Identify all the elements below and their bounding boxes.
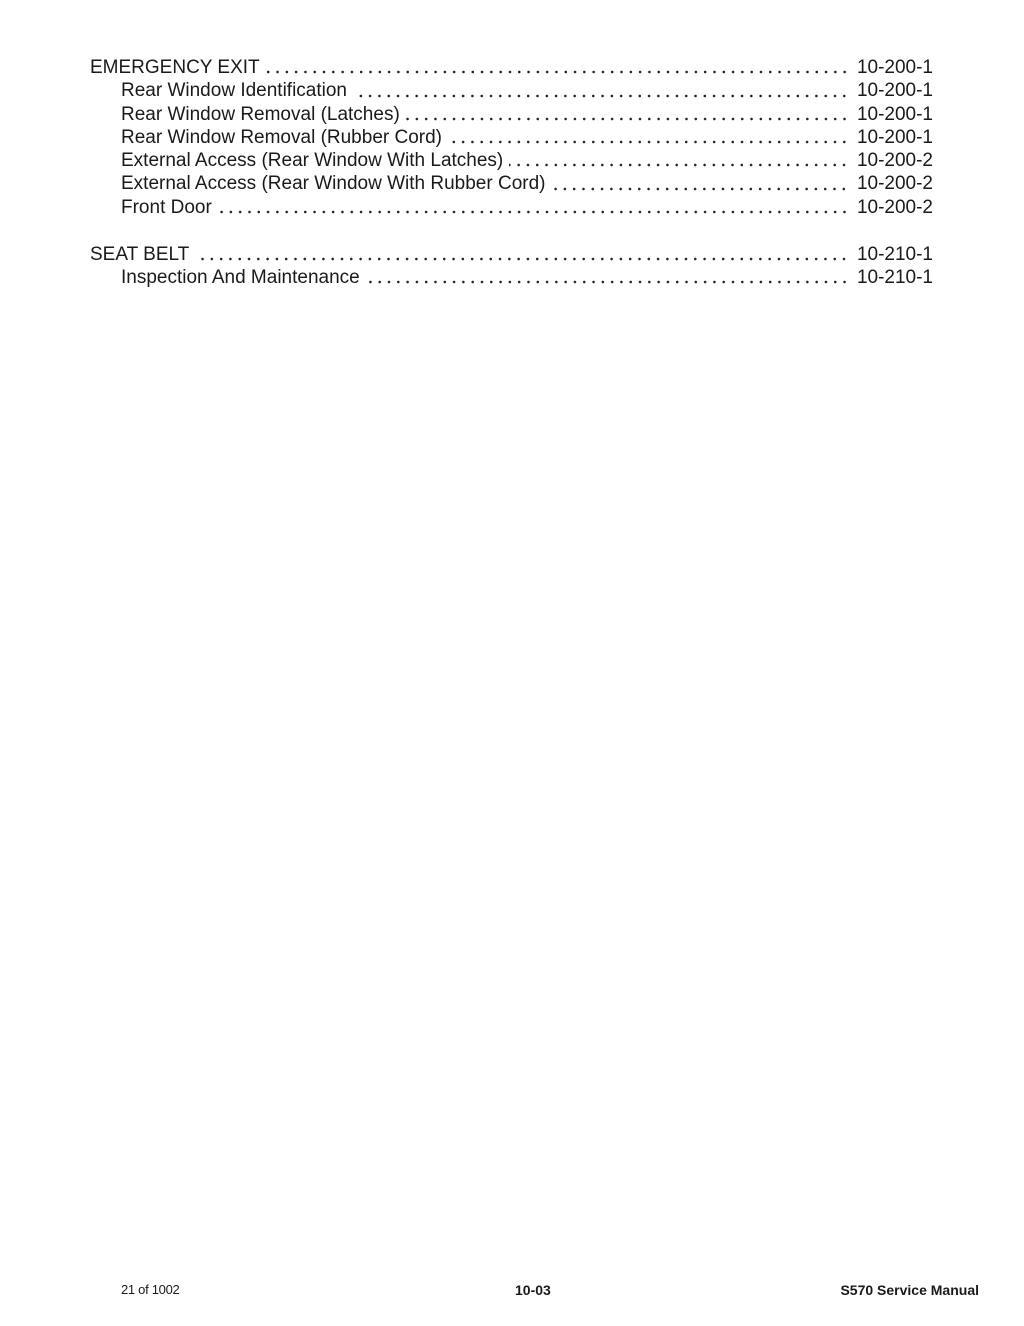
- toc-section-seat-belt[interactable]: [90, 243, 933, 266]
- toc-page: 10-210-1: [856, 266, 933, 288]
- toc-item[interactable]: [90, 196, 933, 219]
- pdf-page-count: 21 of 1002: [121, 1282, 180, 1297]
- toc-page: 10-200-1: [856, 126, 933, 148]
- toc-item[interactable]: [90, 149, 933, 172]
- toc-title: EMERGENCY EXIT: [90, 57, 260, 78]
- dot-leader: [448, 140, 849, 144]
- toc-title: Rear Window Identification: [121, 80, 347, 102]
- toc-title: External Access (Rear Window With Latches): [121, 150, 504, 172]
- toc-item[interactable]: [90, 79, 933, 102]
- toc-page: 10-200-1: [856, 80, 933, 102]
- dot-leader: [406, 117, 849, 121]
- toc-title: External Access (Rear Window With Rubber Cord): [121, 173, 546, 195]
- dot-leader: [353, 94, 849, 98]
- toc-item[interactable]: [90, 172, 933, 195]
- toc-page: 10-200-1: [856, 57, 933, 78]
- dot-leader: [218, 210, 849, 214]
- dot-leader: [266, 70, 849, 74]
- dot-leader: [551, 187, 848, 191]
- toc-page: 10-200-2: [856, 173, 933, 195]
- toc-title: Rear Window Removal (Rubber Cord): [121, 126, 442, 148]
- manual-title: S570 Service Manual: [840, 1282, 979, 1298]
- dot-leader: [366, 280, 849, 284]
- toc-title: Inspection And Maintenance: [121, 266, 360, 288]
- toc-item[interactable]: [90, 266, 933, 289]
- toc-title: Front Door: [121, 196, 212, 218]
- dot-leader: [195, 257, 849, 261]
- dot-leader: [509, 163, 849, 167]
- toc-title: SEAT BELT: [90, 243, 190, 265]
- table-of-contents: [90, 56, 933, 289]
- toc-page: 10-210-1: [856, 243, 933, 265]
- toc-page: 10-200-2: [856, 150, 933, 172]
- toc-section-emergency-exit[interactable]: [90, 56, 933, 79]
- page-number: 10-03: [515, 1282, 551, 1298]
- toc-title: Rear Window Removal (Latches): [121, 103, 400, 125]
- toc-page: 10-200-1: [856, 103, 933, 125]
- toc-page: 10-200-2: [856, 196, 933, 218]
- toc-item[interactable]: [90, 126, 933, 149]
- toc-item[interactable]: [90, 103, 933, 126]
